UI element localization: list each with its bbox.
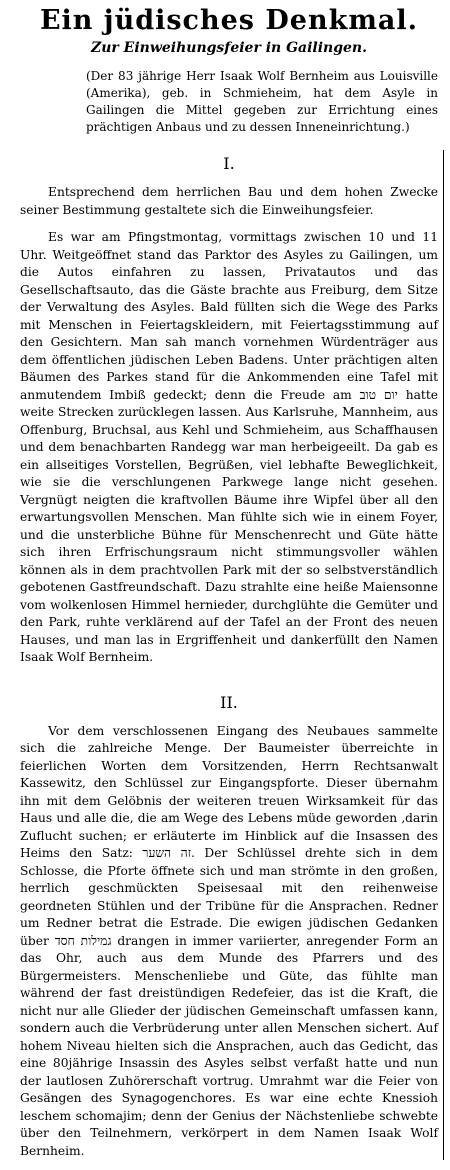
article xyxy=(20,4,438,1170)
paragraph: Es war am Pfingstmontag, vormittags zwischen 10 und 11 Uhr. Weitgeöffnet stand das Parktor des Asyles zu Gailingen, um die Autos einfahren zu lassen, Privatautos und das Gesellschaftsauto, das die Gäste brachte aus Freiburg, dem Sitze der Verwaltung des Asyles. Bald füllten sich die Wege des Parks mit Menschen in Feiertagskleidern, mit Feiertagsstimmung auf den Gesichtern. Man sah manch vornehmen Würdenträger aus dem öffentlichen jüdischen Leben Badens. Unter prächtigen alten Bäumen des Parkes stand für die Ankommenden eine Tafel mit anmutendem Imbiß gedeckt; denn die Freude am יום טוב hatte weite Strecken zurücklegen lassen. Aus Karlsruhe, Mannheim, aus Offenburg, Bruchsal, aus Kehl und Schmieheim, aus Schaffhausen und dem benachbarten Randegg war man herbeigeeilt. Da gab es ein allseitiges Vorstellen, Begrüßen, viel lebhafte Beweglichkeit, wie sie die verschlungenen Parkwege lange nicht gesehen. Vergnügt neigten die kraftvollen Bäume ihre Wipfel über all den erwartungsvollen Menschen. Man fühlte sich wie in einem Foyer, und die unsterbliche Bühne für Menschenrecht und Güte hätte sich ihren Erfrischungsraum nicht stimmungsvoller wählen können als in dem prachtvollen Park mit der so selbstverständlich gebotenen Gastfreundschaft. Dazu strahlte eine heiße Maiensonne vom wolkenlosen Himmel hernieder, durchglühte die Gemüter und den Park, ruhte verklärend auf der Tafel an der Front des neuen Hauses, und man las in Ergriffenheit und dankerfüllt den Namen Isaak Wolf Bernheim. xyxy=(20,230,438,664)
article-subtitle: Zur Einweihungsfeier in Gailingen. xyxy=(91,40,367,56)
section-heading-2: II. xyxy=(220,692,238,712)
paragraph: Entsprechend dem herrlichen Bau und dem hohen Zwecke seiner Bestimmung gestaltete sich die Einweihungsfeier. xyxy=(20,185,438,217)
article-intro: (Der 83 jährige Herr Isaak Wolf Bernheim aus Louisville (Amerika), geb. in Schmieheim, hat dem Asyle in Gailingen die Mittel gegeben zur Errichtung eines prächtigen Anbaus und zu dessen Inneneinrichtung.) xyxy=(86,69,438,134)
article-title: Ein jüdisches Denkmal. xyxy=(39,5,419,36)
section-heading-1: I. xyxy=(223,154,235,173)
column-rule xyxy=(443,150,444,1160)
paragraph: Vor dem verschlossenen Eingang des Neubaues sammelte sich die zahlreiche Menge. Der Baumeister überreichte in feierlichen Worten dem Vorsitzenden, Herrn Rechtsanwalt Kassewitz, den Schlüssel zur Eingangspforte. Dieser übernahm ihn mit dem Gelöbnis der weiteren treuen Wirksamkeit für das Haus und alle die, die am Wege des Lebens müde geworden ‚darin Zuflucht suchen; er erläuterte im Hinblick auf die Insassen des Heims den Satz: זה השער. Der Schlüssel drehte sich in dem Schlosse, die Pforte öffnete sich und man strömte in den großen, herrlich geschmückten Speisesaal mit den reihenweise geordneten Stühlen und der Tribüne für die Ansprachen. Redner um Redner betrat die Estrade. Die ewigen jüdischen Gedanken über גמילות חסד drangen in immer variierter, anregender Form an das Ohr, auch aus dem Munde des Pfarrers und des Bürgermeisters. Menschenliebe und Güte, das fühlte man während der fast dreistündigen Redefeier, das ist die Kraft, die nicht nur alle Glieder der jüdischen Gemeinschaft umfassen kann, sondern auch die Verbrüderung unter allen Menschen sichert. Auf hohem Niveau hielten sich die Ansprachen, auch das Gedicht, das eine 80jährige Insassin des Asyles selbst verfaßt hatte und nun der lautlosen Zuhörerschaft vortrug. Umrahmt war die Feier von Gesängen des Synagogenchores. Es war eine echte Knessioh leschem schomajim; denn der Genius der Nächstenliebe schwebte über den Teilnehmern, verkörpert in dem Namen Isaak Wolf Bernheim. xyxy=(20,723,439,1158)
